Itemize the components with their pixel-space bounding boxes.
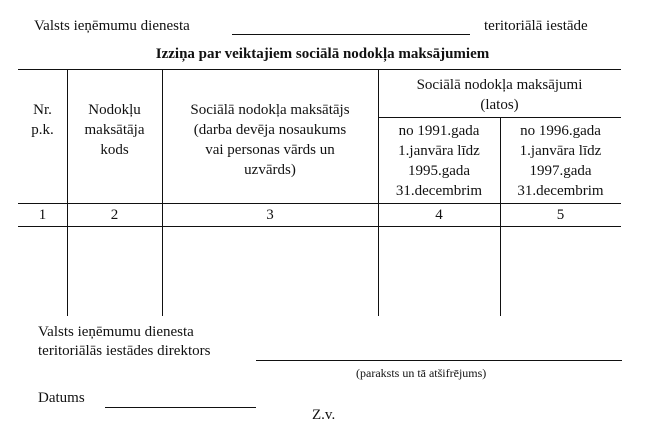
col2-header <box>67 100 162 160</box>
col3-header-line: vai personas vārds un <box>205 142 335 158</box>
signature-caption: (paraksts un tā atšifrējums) <box>356 366 487 380</box>
col2-header-line: Nodokļu <box>88 102 141 118</box>
col4-header <box>378 121 500 201</box>
director-label-line2: teritoriālās iestādes direktors <box>38 343 211 359</box>
signature-field[interactable] <box>256 360 622 361</box>
col5-header <box>500 121 621 201</box>
date-field[interactable] <box>105 407 256 408</box>
date-label: Datums <box>38 390 85 406</box>
col4-header-line: 1.janvāra līdz <box>398 143 480 159</box>
header-prefix: Valsts ieņēmumu dienesta <box>34 18 190 34</box>
data-cell-payments-1996-1997[interactable] <box>501 227 621 316</box>
col4-header-line: no 1991.gada <box>398 123 480 139</box>
col5-header-line: no 1996.gada <box>520 123 601 139</box>
director-label-line1: Valsts ieņēmumu dienesta <box>38 324 194 340</box>
table-top-rule <box>18 69 621 70</box>
group-header <box>378 75 621 115</box>
data-cell-nr[interactable] <box>18 227 67 316</box>
col-number: 2 <box>110 207 119 223</box>
col1-header-line: p.k. <box>31 122 54 138</box>
col1-header-line: Nr. <box>33 102 52 118</box>
col3-header-line: Sociālā nodokļa maksātājs <box>190 102 350 118</box>
seal-label: Z.v. <box>312 407 336 423</box>
col3-header-line: (darba devēja nosaukums <box>193 122 347 138</box>
document-title: Izziņa par veiktajiem sociālā nodokļa maksājumiem <box>155 46 490 62</box>
data-cell-payments-1991-1995[interactable] <box>379 227 500 316</box>
col-number: 1 <box>38 207 47 223</box>
col2-header-line: kods <box>100 142 129 158</box>
col3-header <box>162 100 378 180</box>
col-number: 5 <box>556 207 565 223</box>
col4-header-line: 31.decembrim <box>395 183 483 199</box>
data-cell-code[interactable] <box>68 227 162 316</box>
col5-header-line: 31.decembrim <box>517 183 604 199</box>
table-header-bottom-rule <box>18 203 621 204</box>
group-header-line: (latos) <box>480 97 519 113</box>
col5-header-line: 1997.gada <box>529 163 592 179</box>
col3-header-line: uzvārds) <box>244 162 296 178</box>
data-cell-payer[interactable] <box>163 227 378 316</box>
col2-header-line: maksātāja <box>84 122 145 138</box>
col-number: 4 <box>435 207 443 223</box>
col-number: 3 <box>266 207 274 223</box>
col5-header-line: 1.janvāra līdz <box>519 143 602 159</box>
header-suffix: teritoriālā iestāde <box>484 18 588 34</box>
col4-header-line: 1995.gada <box>407 163 471 179</box>
col1-header <box>18 100 67 140</box>
tax-office-field[interactable] <box>232 34 470 35</box>
group-header-line: Sociālā nodokļa maksājumi <box>416 77 583 93</box>
